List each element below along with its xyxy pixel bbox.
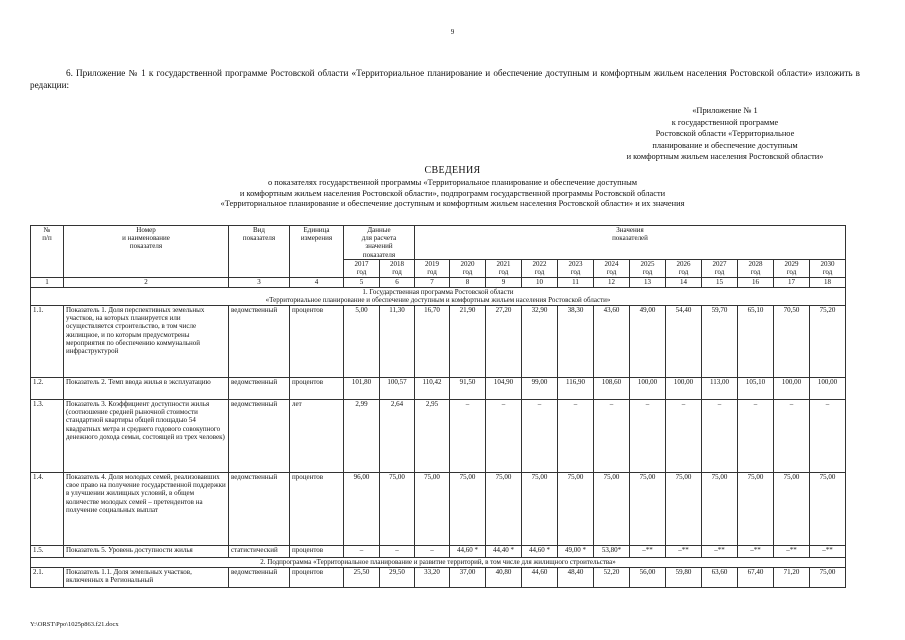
year-cell: 2025 год <box>630 260 666 278</box>
value-cell: 75,00 <box>486 473 522 546</box>
section-row <box>31 558 846 568</box>
value-cell: 54,40 <box>666 306 702 378</box>
header-name: Номер и наименование показателя <box>64 226 229 278</box>
row-number: 2.1. <box>31 568 64 588</box>
value-cell: –** <box>666 546 702 558</box>
table-row <box>31 568 846 588</box>
row-number: 1.1. <box>31 306 64 378</box>
value-cell: 116,90 <box>558 378 594 400</box>
indicator-unit: процентов <box>290 378 344 400</box>
year-cell: 2027 год <box>702 260 738 278</box>
indicator-type: ведомственный <box>229 568 290 588</box>
value-cell: 101,80 <box>344 378 380 400</box>
table-body <box>31 226 846 588</box>
section-title: 2. Подпрограмма «Территориальное планирование и развитие территорий, в том числе для жилищного строительства» <box>31 558 846 568</box>
value-cell: 75,00 <box>738 473 774 546</box>
index-row <box>31 278 846 288</box>
value-cell: – <box>522 400 558 473</box>
value-cell: 75,00 <box>774 473 810 546</box>
index-cell: 5 <box>344 278 380 288</box>
year-cell: 2024 год <box>594 260 630 278</box>
index-cell: 15 <box>702 278 738 288</box>
table-row <box>31 306 846 378</box>
value-cell: –** <box>810 546 846 558</box>
value-cell: 21,90 <box>450 306 486 378</box>
index-cell: 17 <box>774 278 810 288</box>
indicator-unit: процентов <box>290 568 344 588</box>
index-cell: 8 <box>450 278 486 288</box>
value-cell: – <box>810 400 846 473</box>
value-cell: 71,20 <box>774 568 810 588</box>
value-cell: 100,00 <box>774 378 810 400</box>
appendix-line: «Приложение № 1 <box>692 106 758 115</box>
year-cell: 2026 год <box>666 260 702 278</box>
value-cell: 108,60 <box>594 378 630 400</box>
value-cell: 70,50 <box>774 306 810 378</box>
indicator-type: ведомственный <box>229 400 290 473</box>
header-type: Вид показателя <box>229 226 290 278</box>
section-title: 1. Государственная программа Ростовской области «Территориальное планирование и обеспечение доступным и комфортным жильем населения Ростовской области» <box>31 288 846 306</box>
indicator-name: Показатель 1. Доля перспективных земельных участков, на которых планируется или осуществляется строительство, в том числе жилищное, и по которым предусмотрены мероприятия по обеспечению коммунальной инфраструктурой <box>64 306 229 378</box>
value-cell: 49,00 <box>630 306 666 378</box>
value-cell: – <box>702 400 738 473</box>
value-cell: 44,60 <box>522 568 558 588</box>
value-cell: 75,00 <box>594 473 630 546</box>
value-cell: – <box>380 546 415 558</box>
value-cell: 59,80 <box>666 568 702 588</box>
value-cell: –** <box>738 546 774 558</box>
value-cell: 52,20 <box>594 568 630 588</box>
header-row <box>31 226 846 260</box>
value-cell: 2,99 <box>344 400 380 473</box>
index-cell: 9 <box>486 278 522 288</box>
year-cell: 2021 год <box>486 260 522 278</box>
value-cell: 40,80 <box>486 568 522 588</box>
table-row <box>31 378 846 400</box>
value-cell: 5,00 <box>344 306 380 378</box>
indicator-type: ведомственный <box>229 378 290 400</box>
header-unit: Единица измерения <box>290 226 344 278</box>
value-cell: 44,60 * <box>522 546 558 558</box>
value-cell: 16,70 <box>415 306 450 378</box>
year-cell: 2022 год <box>522 260 558 278</box>
value-cell: 75,00 <box>630 473 666 546</box>
value-cell: 43,60 <box>594 306 630 378</box>
value-cell: 75,00 <box>702 473 738 546</box>
index-cell: 7 <box>415 278 450 288</box>
value-cell: –** <box>774 546 810 558</box>
table-row <box>31 546 846 558</box>
index-cell: 2 <box>64 278 229 288</box>
value-cell: 75,00 <box>380 473 415 546</box>
index-cell: 13 <box>630 278 666 288</box>
indicator-unit: лет <box>290 400 344 473</box>
value-cell: 100,00 <box>810 378 846 400</box>
table-row <box>31 400 846 473</box>
value-cell: 91,50 <box>450 378 486 400</box>
indicator-unit: процентов <box>290 546 344 558</box>
indicator-name: Показатель 2. Темп ввода жилья в эксплуатацию <box>64 378 229 400</box>
year-cell: 2019 год <box>415 260 450 278</box>
year-cell: 2030 год <box>810 260 846 278</box>
indicator-type: статистический <box>229 546 290 558</box>
year-cell: 2028 год <box>738 260 774 278</box>
appendix-reference <box>560 105 890 163</box>
value-cell: 75,00 <box>522 473 558 546</box>
header-base-data: Данные для расчета значений показателя <box>344 226 415 260</box>
document-heading: СВЕДЕНИЯ <box>424 165 481 176</box>
value-cell: 75,00 <box>558 473 594 546</box>
value-cell: 100,00 <box>666 378 702 400</box>
indicator-type: ведомственный <box>229 473 290 546</box>
value-cell: – <box>450 400 486 473</box>
value-cell: 100,00 <box>630 378 666 400</box>
value-cell: –** <box>702 546 738 558</box>
value-cell: – <box>738 400 774 473</box>
value-cell: – <box>486 400 522 473</box>
value-cell: – <box>558 400 594 473</box>
indicator-unit: процентов <box>290 473 344 546</box>
header-number: № п/п <box>31 226 64 278</box>
indicators-table <box>30 225 846 588</box>
section-row <box>31 288 846 306</box>
value-cell: 33,20 <box>415 568 450 588</box>
index-cell: 11 <box>558 278 594 288</box>
indicator-unit: процентов <box>290 306 344 378</box>
value-cell: 65,10 <box>738 306 774 378</box>
index-cell: 1 <box>31 278 64 288</box>
year-cell: 2023 год <box>558 260 594 278</box>
document-subheading <box>50 178 855 210</box>
value-cell: 56,00 <box>630 568 666 588</box>
intro-paragraph: 6. Приложение № 1 к государственной программе Ростовской области «Территориальное планирование и обеспечение доступным и комфортным жильем населения Ростовской области» изложить в редакции: <box>30 68 860 90</box>
value-cell: 44,60 * <box>450 546 486 558</box>
value-cell: 59,70 <box>702 306 738 378</box>
index-cell: 16 <box>738 278 774 288</box>
index-cell: 18 <box>810 278 846 288</box>
value-cell: 75,00 <box>666 473 702 546</box>
value-cell: –** <box>630 546 666 558</box>
appendix-line: планирование и обеспечение доступным <box>652 140 798 150</box>
value-cell: 25,50 <box>344 568 380 588</box>
indicator-type: ведомственный <box>229 306 290 378</box>
value-cell: 38,30 <box>558 306 594 378</box>
row-number: 1.2. <box>31 378 64 400</box>
subheading-line: и комфортным жильем населения Ростовской области», подпрограмм государственной программы Ростовской области <box>239 188 666 198</box>
value-cell: – <box>630 400 666 473</box>
value-cell: 37,00 <box>450 568 486 588</box>
indicator-name: Показатель 3. Коэффициент доступности жилья (соотношение средней рыночной стоимости стандартной квартиры общей площадью 54 квадратных метра и среднего годового совокупного денежного дохода семьи, состоящей из трех человек) <box>64 400 229 473</box>
year-cell: 2017 год <box>344 260 380 278</box>
appendix-line: и комфортным жильем населения Ростовской области» <box>626 152 824 162</box>
value-cell: 53,80* <box>594 546 630 558</box>
appendix-line: к государственной программе <box>671 117 779 127</box>
value-cell: 75,20 <box>810 306 846 378</box>
value-cell: 2,64 <box>380 400 415 473</box>
row-number: 1.3. <box>31 400 64 473</box>
year-cell: 2020 год <box>450 260 486 278</box>
value-cell: 32,90 <box>522 306 558 378</box>
value-cell: – <box>774 400 810 473</box>
value-cell: – <box>344 546 380 558</box>
value-cell: 99,00 <box>522 378 558 400</box>
value-cell: 63,60 <box>702 568 738 588</box>
appendix-line: Ростовской области «Территориальное <box>655 129 795 139</box>
value-cell: 48,40 <box>558 568 594 588</box>
value-cell: 11,30 <box>380 306 415 378</box>
page-number: 9 <box>450 28 455 36</box>
value-cell: – <box>666 400 702 473</box>
value-cell: 75,00 <box>415 473 450 546</box>
value-cell: 110,42 <box>415 378 450 400</box>
value-cell: 67,40 <box>738 568 774 588</box>
value-cell: 29,50 <box>380 568 415 588</box>
year-cell: 2029 год <box>774 260 810 278</box>
value-cell: 113,00 <box>702 378 738 400</box>
index-cell: 4 <box>290 278 344 288</box>
table-row <box>31 473 846 546</box>
row-number: 1.5. <box>31 546 64 558</box>
subheading-line: о показателях государственной программы «Территориальное планирование и обеспечение доступным <box>267 178 638 187</box>
subheading-line: «Территориальное планирование и обеспечение доступным и комфортным жильем населения Ростовской области» и их значения <box>220 199 685 209</box>
row-number: 1.4. <box>31 473 64 546</box>
value-cell: 49,00 * <box>558 546 594 558</box>
value-cell: 27,20 <box>486 306 522 378</box>
index-cell: 6 <box>380 278 415 288</box>
indicator-name: Показатель 1.1. Доля земельных участков, включенных в Региональный <box>64 568 229 588</box>
year-cell: 2018 год <box>380 260 415 278</box>
index-cell: 12 <box>594 278 630 288</box>
value-cell: 105,10 <box>738 378 774 400</box>
index-cell: 3 <box>229 278 290 288</box>
value-cell: 2,95 <box>415 400 450 473</box>
header-values: Значения показателей <box>415 226 846 260</box>
value-cell: 75,00 <box>450 473 486 546</box>
index-cell: 10 <box>522 278 558 288</box>
value-cell: 100,57 <box>380 378 415 400</box>
value-cell: – <box>415 546 450 558</box>
value-cell: 44,40 * <box>486 546 522 558</box>
file-path-footer: Y:\ORST\Ppo\1025p863.f21.docx <box>30 621 119 628</box>
indicator-name: Показатель 4. Доля молодых семей, реализовавших свое право на получение государственной поддержки в улучшении жилищных условий, в общем количестве молодых семей – претендентов на получение социальных выплат <box>64 473 229 546</box>
index-cell: 14 <box>666 278 702 288</box>
value-cell: 104,90 <box>486 378 522 400</box>
indicator-name: Показатель 5. Уровень доступности жилья <box>64 546 229 558</box>
value-cell: 75,00 <box>810 473 846 546</box>
value-cell: 75,00 <box>810 568 846 588</box>
value-cell: – <box>594 400 630 473</box>
value-cell: 96,00 <box>344 473 380 546</box>
